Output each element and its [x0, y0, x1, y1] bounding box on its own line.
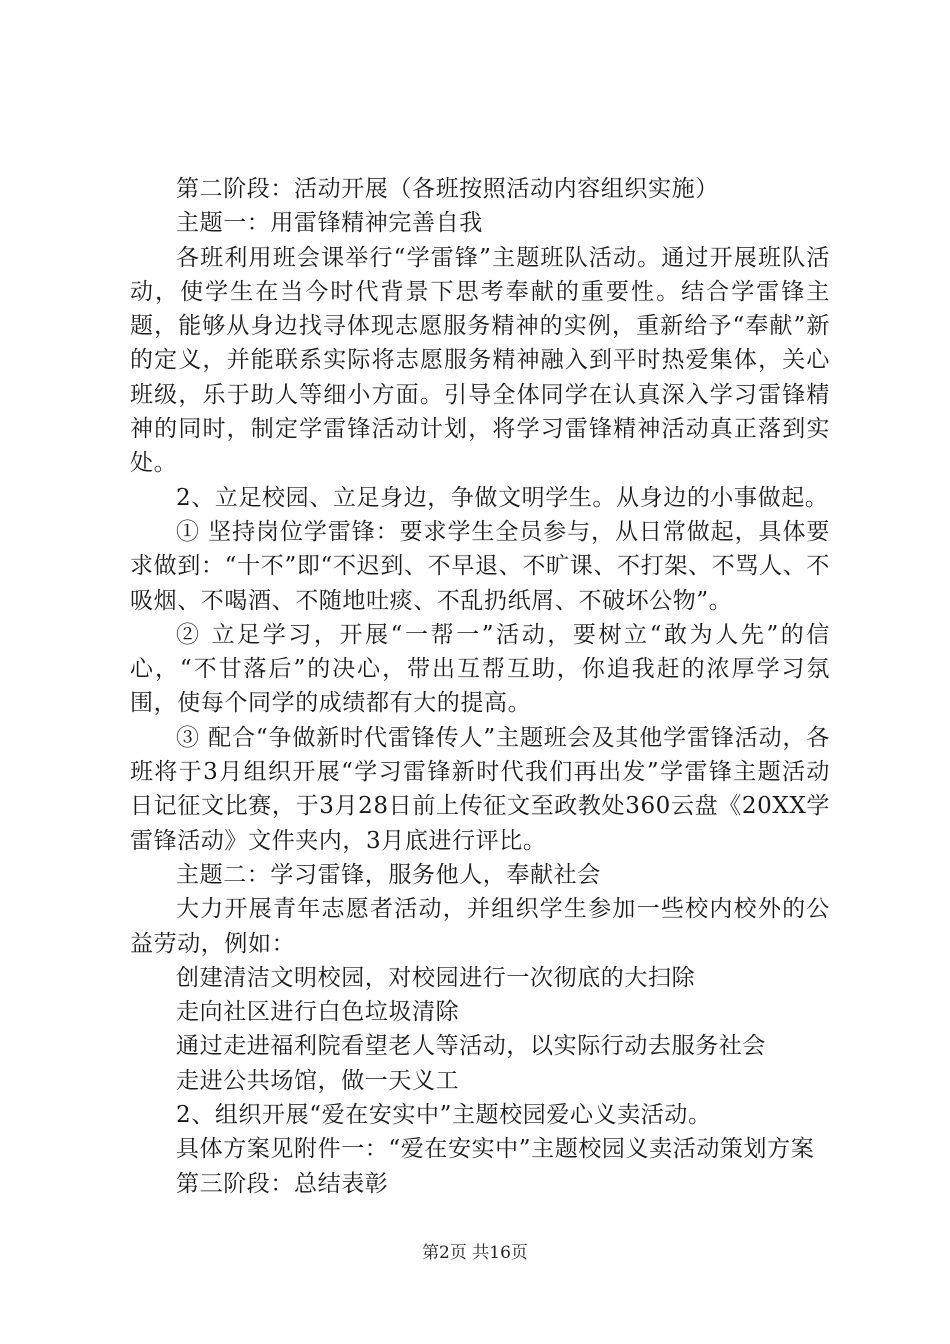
paragraph-theme-one-heading: 主题一：用雷锋精神完善自我: [176, 210, 483, 237]
paragraph-charity-sale: 2、组织开展“爱在安实中”主题校园爱心义卖活动。: [176, 1102, 712, 1129]
paragraph-essay-contest: ③ 配合“争做新时代雷锋传人”主题班会及其他学雷锋活动，各班将于3月组织开展“学习雷锋新时代我们再出发”学雷锋主题活动日记征文比赛，于3月28日前上传征文至政教处360云盘《20XX学雷锋活动》文件夹内，3月底进行评比。: [130, 724, 830, 854]
paragraph-campus-civility: 2、立足校园、立足身边，争做文明学生。从身边的小事做起。: [176, 484, 829, 511]
paragraph-community-cleanup: 走向社区进行白色垃圾清除: [176, 999, 460, 1026]
paragraph-welfare-visit: 通过走进福利院看望老人等活动，以实际行动去服务社会: [176, 1033, 766, 1060]
paragraph-stage-three-heading: 第三阶段：总结表彰: [176, 1170, 389, 1197]
paragraph-clean-campus: 创建清洁文明校园，对校园进行一次彻底的大扫除: [176, 964, 696, 991]
page-number-footer: 第2页 共16页: [422, 1243, 528, 1263]
paragraph-post-learning: ① 坚持岗位学雷锋：要求学生全员参与，从日常做起，具体要求做到：“十不”即“不迟到、不早退、不旷课、不打架、不骂人、不吸烟、不喝酒、不随地吐痰、不乱扔纸屑、不破坏公物”。: [130, 518, 830, 614]
paragraph-one-help-one: ② 立足学习，开展“一帮一”活动，要树立“敢为人先”的信心，“不甘落后”的决心，带出互帮互助，你追我赶的浓厚学习氛围，使每个同学的成绩都有大的提高。: [130, 621, 830, 717]
paragraph-volunteer-day: 走进公共场馆，做一天义工: [176, 1067, 460, 1094]
paragraph-volunteer-activity: 大力开展青年志愿者活动，并组织学生参加一些校内校外的公益劳动，例如：: [130, 896, 830, 957]
paragraph-theme-two-heading: 主题二：学习雷锋，服务他人，奉献社会: [176, 861, 601, 888]
paragraph-attachment-note: 具体方案见附件一：“爱在安实中”主题校园义卖活动策划方案: [176, 1136, 815, 1163]
document-body: [130, 172, 830, 1201]
paragraph-class-activity: 各班利用班会课举行“学雷锋”主题班队活动。通过开展班队活动，使学生在当今时代背景下思考奉献的重要性。结合学雷锋主题，能够从身边找寻体现志愿服务精神的实例，重新给予“奉献”新的定义，并能联系实际将志愿服务精神融入到平时热爱集体，关心班级，乐于助人等细小方面。引导全体同学在认真深入学习雷锋精神的同时，制定学雷锋活动计划，将学习雷锋精神活动真正落到实处。: [130, 244, 830, 477]
paragraph-stage-two-heading: 第二阶段：活动开展（各班按照活动内容组织实施）: [176, 176, 719, 202]
